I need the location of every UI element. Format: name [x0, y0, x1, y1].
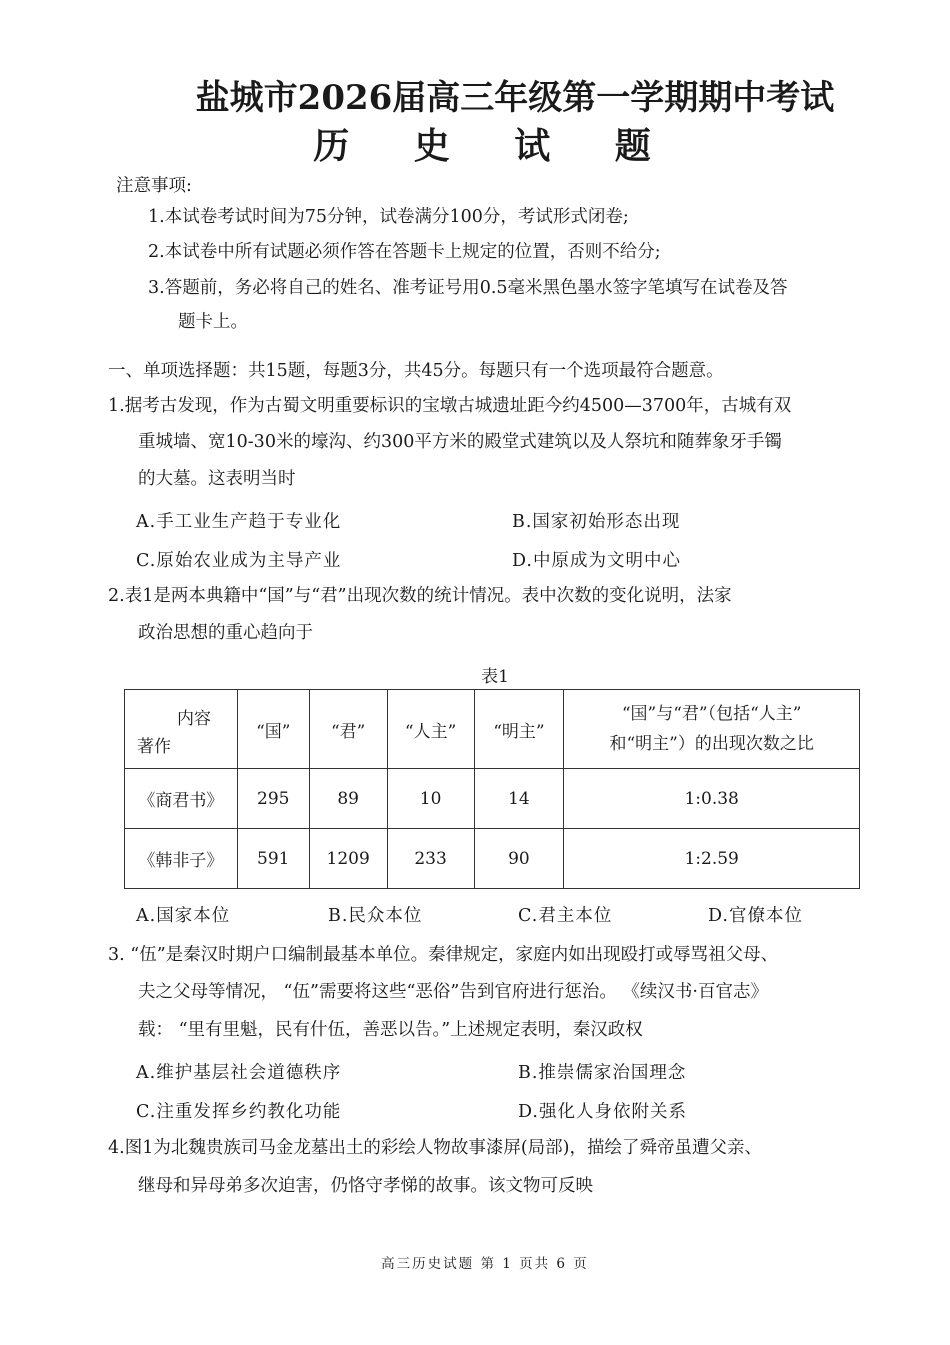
section-heading: 一、单项选择题：共15题，每题3分，共45分。每题只有一个选项最符合题意。: [108, 361, 724, 381]
q3-option-a[interactable]: A.维护基层社会道德秩序: [136, 1063, 342, 1083]
q2-option-b[interactable]: B.民众本位: [328, 906, 423, 926]
q1-line-3: 的大墓。这表明当时: [138, 469, 296, 489]
q3-option-c[interactable]: C.注重发挥乡约教化功能: [136, 1102, 342, 1122]
row-guo: 591: [237, 829, 309, 889]
table-header-row: [125, 690, 860, 769]
row-jun: 1209: [309, 829, 387, 889]
row-mingzhu: 14: [474, 769, 564, 829]
table-row: [125, 829, 860, 889]
q2-option-a[interactable]: A.国家本位: [136, 906, 231, 926]
q3-line-3: 载： “里有里魁，民有什伍，善恶以告。”上述规定表明，秦汉政权: [138, 1020, 643, 1040]
q1-option-b[interactable]: B.国家初始形态出现: [512, 512, 681, 532]
q1-option-d[interactable]: D.中原成为文明中心: [512, 551, 681, 571]
page-footer: 高三历史试题 第 1 页共 6 页: [381, 1256, 589, 1272]
q1-line-2: 重城墙、宽10-30米的壕沟、约300平方米的殿堂式建筑以及人祭坑和随葬象牙手镯: [138, 432, 782, 452]
notice-item-3: 3.答题前，务必将自己的姓名、准考证号用0.5毫米黑色墨水签字笔填写在试卷及答: [148, 278, 788, 298]
row-guo: 295: [237, 769, 309, 829]
table-corner-cell: [125, 690, 238, 769]
notice-heading: 注意事项:: [116, 176, 192, 196]
header-mingzhu: “明主”: [474, 690, 564, 769]
table-row: [125, 769, 860, 829]
corner-content-label: 内容: [177, 709, 211, 729]
header-jun: “君”: [309, 690, 387, 769]
row-ratio: 1:2.59: [564, 829, 860, 889]
row-renzhu: 233: [387, 829, 474, 889]
q3-option-b[interactable]: B.推崇儒家治国理念: [518, 1063, 687, 1083]
q4-line-1: 4.图1为北魏贵族司马金龙墓出土的彩绘人物故事漆屏(局部)，描绘了舜帝虽遭父亲、: [108, 1138, 762, 1158]
q2-line-1: 2.表1是两本典籍中“国”与“君”出现次数的统计情况。表中次数的变化说明，法家: [108, 586, 732, 606]
row-book: 《商君书》: [125, 769, 238, 829]
q3-line-1: 3. “伍”是秦汉时期户口编制最基本单位。秦律规定，家庭内如出现殴打或辱骂祖父母、: [108, 945, 779, 965]
header-ratio-line-2: 和“明主”）的出现次数之比: [609, 734, 814, 754]
table-caption: 表1: [481, 667, 509, 687]
q3-option-d[interactable]: D.强化人身依附关系: [518, 1102, 687, 1122]
header-renzhu: “人主”: [387, 690, 474, 769]
subject-title: 历 史 试 题: [313, 125, 677, 167]
notice-item-1: 1.本试卷考试时间为75分钟，试卷满分100分，考试形式闭卷;: [148, 207, 629, 227]
notice-item-2: 2.本试卷中所有试题必须作答在答题卡上规定的位置，否则不给分;: [148, 242, 661, 262]
q4-line-2: 继母和异母弟多次迫害，仍恪守孝悌的故事。该文物可反映: [138, 1176, 593, 1196]
q1-option-c[interactable]: C.原始农业成为主导产业: [136, 551, 342, 571]
q2-option-c[interactable]: C.君主本位: [518, 906, 613, 926]
row-jun: 89: [309, 769, 387, 829]
q1-option-a[interactable]: A.手工业生产趋于专业化: [136, 512, 342, 532]
q3-line-2: 夫之父母等情况， “伍”需要将这些“恶俗”告到官府进行惩治。 《续汉书·百官志》: [138, 982, 768, 1002]
corner-book-label: 著作: [137, 737, 171, 757]
q2-line-2: 政治思想的重心趋向于: [138, 623, 313, 643]
header-ratio-line-1: “国”与“君”（包括“人主”: [621, 704, 802, 724]
q1-line-1: 1.据考古发现，作为古蜀文明重要标识的宝墩古城遗址距今约4500—3700年，古城有双: [108, 396, 792, 416]
exam-title: 盐城市2026届高三年级第一学期期中考试: [195, 78, 835, 118]
row-mingzhu: 90: [474, 829, 564, 889]
row-renzhu: 10: [387, 769, 474, 829]
statistics-table: [124, 689, 860, 889]
q2-option-d[interactable]: D.官僚本位: [708, 906, 803, 926]
header-ratio: [564, 690, 860, 769]
header-guo: “国”: [237, 690, 309, 769]
row-ratio: 1:0.38: [564, 769, 860, 829]
notice-item-3-cont: 题卡上。: [178, 312, 248, 332]
row-book: 《韩非子》: [125, 829, 238, 889]
